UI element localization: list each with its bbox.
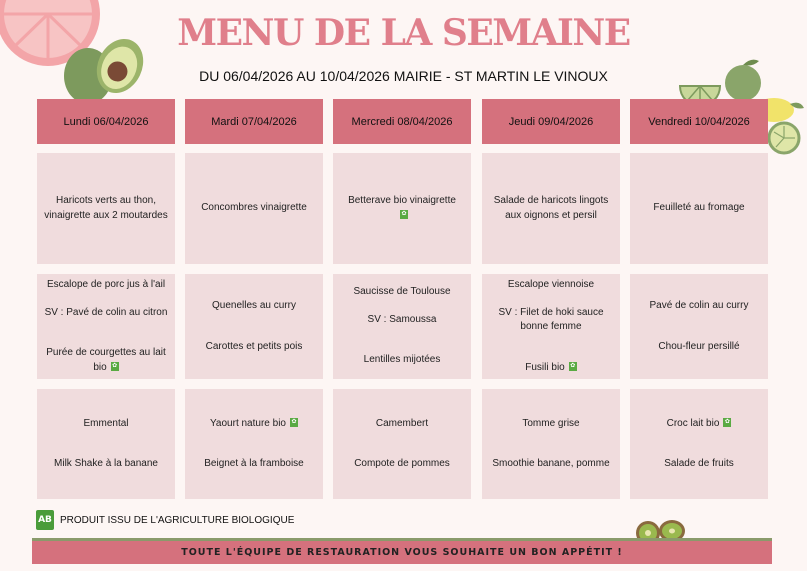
- menu-item: [492, 306, 609, 321]
- menu-cell-main: [37, 274, 175, 379]
- menu-cell-main: [333, 274, 471, 379]
- menu-item: [516, 417, 585, 432]
- menu-item-text: Milk Shake à la banane: [54, 458, 158, 469]
- menu-item: [198, 457, 310, 472]
- menu-item: [200, 340, 309, 355]
- menu-item: [514, 320, 587, 335]
- menu-cell-dessert: [185, 389, 323, 499]
- menu-item: [652, 340, 745, 355]
- menu-item-text: Haricots verts au thon,: [55, 195, 157, 206]
- bio-legend-text: PRODUIT ISSU DE L'AGRICULTURE BIOLOGIQUE: [60, 514, 295, 526]
- menu-item-text: Betterave bio vinaigrette: [348, 195, 456, 206]
- menu-item: [502, 278, 600, 293]
- menu-item: [39, 306, 174, 321]
- menu-item-text: Tomme grise: [522, 417, 580, 429]
- bio-legend: [36, 510, 294, 530]
- menu-item-text: Chou-fleur persillé: [658, 340, 740, 352]
- menu-item-text: Beignet à la framboise: [204, 458, 304, 469]
- menu-cell-dessert: [333, 389, 471, 499]
- menu-item: [348, 457, 456, 472]
- menu-cell-dessert: [630, 389, 768, 499]
- day-header: Mardi 07/04/2026: [185, 99, 323, 144]
- menu-item-text: bio: [93, 361, 107, 373]
- menu-item-text: Feuilleté au fromage: [653, 202, 745, 214]
- footer-banner: [32, 538, 772, 564]
- menu-item: [77, 417, 134, 432]
- menu-item-text: Escalope de porc jus à l'ail: [46, 279, 166, 290]
- page-title: MENU DE LA SEMAINE: [177, 12, 630, 54]
- menu-item-text: aux oignons et persil: [505, 209, 597, 221]
- menu-cell-starter: [185, 153, 323, 264]
- menu-cell-main: [482, 274, 620, 379]
- menu-cell-starter: [482, 153, 620, 264]
- bio-leaf-icon: ✿: [570, 363, 576, 370]
- menu-cell-main: [630, 274, 768, 379]
- menu-cell-starter: [333, 153, 471, 264]
- menu-item-text: Salade de haricots lingots: [493, 195, 609, 206]
- menu-item: [519, 361, 582, 376]
- menu-cell-starter: [37, 153, 175, 264]
- menu-item: [658, 457, 740, 472]
- menu-cell-starter: [630, 153, 768, 264]
- menu-item-text: Quenelles au curry: [212, 300, 296, 311]
- menu-item: [488, 194, 615, 209]
- day-header: Jeudi 09/04/2026: [482, 99, 620, 144]
- menu-item: [362, 313, 443, 328]
- menu-item: [499, 209, 603, 224]
- page-subtitle: DU 06/04/2026 AU 10/04/2026 MAIRIE - ST MARTIN LE VINOUX: [199, 68, 608, 84]
- footer-text: TOUTE L'ÉQUIPE DE RESTAURATION VOUS SOUHAITE UN BON APPÉTIT !: [181, 547, 623, 558]
- bio-leaf-icon: ✿: [724, 419, 730, 426]
- menu-item-text: Concombres vinaigrette: [201, 202, 307, 214]
- ab-logo-icon: AB: [36, 510, 54, 530]
- menu-item: [390, 209, 414, 224]
- menu-item: [87, 361, 124, 376]
- menu-item: [661, 417, 738, 432]
- menu-cell-dessert: [37, 389, 175, 499]
- menu-item: [486, 457, 615, 472]
- menu-item-text: Carottes et petits pois: [205, 340, 303, 352]
- menu-item-text: vinaigrette aux 2 moutardes: [44, 209, 168, 221]
- menu-item: [342, 194, 462, 209]
- menu-item: [204, 417, 304, 432]
- menu-item-text: Yaourt nature bio: [210, 417, 286, 429]
- bio-leaf-icon: ✿: [291, 419, 297, 426]
- menu-item: [358, 353, 447, 368]
- menu-item: [195, 201, 313, 216]
- menu-item-text: SV : Filet de hoki sauce: [498, 306, 604, 318]
- menu-item-text: Camembert: [375, 417, 429, 429]
- menu-item: [38, 209, 173, 224]
- menu-item: [41, 278, 171, 293]
- day-header: Lundi 06/04/2026: [37, 99, 175, 144]
- menu-cell-dessert: [482, 389, 620, 499]
- menu-item: [644, 299, 755, 314]
- menu-item-text: SV : Samoussa: [367, 313, 437, 325]
- menu-item-text: Salade de fruits: [664, 458, 734, 469]
- menu-item-text: Purée de courgettes au lait: [46, 347, 166, 358]
- menu-item: [206, 299, 302, 314]
- menu-item-text: Lentilles mijotées: [363, 354, 441, 366]
- menu-item-text: Emmental: [83, 417, 129, 429]
- menu-item: [40, 346, 172, 361]
- bio-leaf-icon: ✿: [112, 363, 118, 370]
- menu-item: [370, 417, 434, 432]
- menu-item-text: Fusili bio: [525, 361, 565, 373]
- day-header: Vendredi 10/04/2026: [630, 99, 768, 144]
- menu-item-text: bonne femme: [520, 321, 582, 332]
- menu-item-text: Compote de pommes: [354, 458, 450, 469]
- day-header: Mercredi 08/04/2026: [333, 99, 471, 144]
- menu-cell-main: [185, 274, 323, 379]
- menu-item: [50, 194, 162, 209]
- menu-item-text: Croc lait bio: [666, 417, 720, 429]
- menu-item-text: Pavé de colin au curry: [649, 300, 749, 311]
- menu-item: [647, 201, 750, 216]
- menu-item-text: Saucisse de Toulouse: [353, 286, 451, 298]
- bio-leaf-icon: ✿: [401, 211, 407, 218]
- menu-item: [347, 285, 456, 300]
- menu-item: [48, 457, 164, 472]
- menu-item-text: SV : Pavé de colin au citron: [44, 306, 168, 318]
- menu-item-text: Smoothie banane, pomme: [492, 458, 610, 469]
- menu-item-text: Escalope viennoise: [507, 279, 595, 290]
